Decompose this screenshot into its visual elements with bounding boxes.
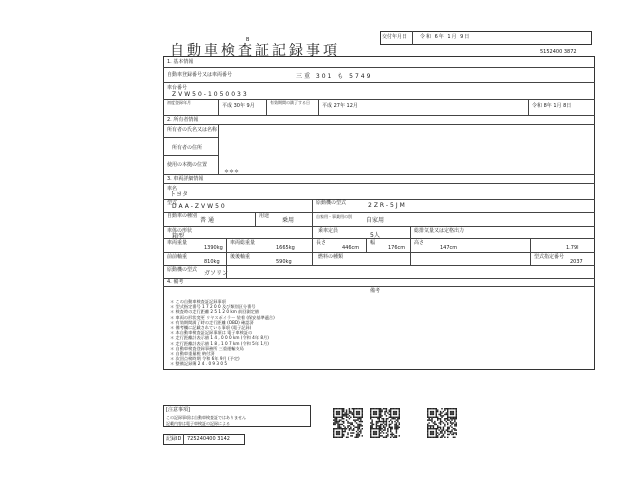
- width-value: 176cm: [388, 245, 406, 251]
- engine-label: 原動機の型式: [316, 200, 347, 206]
- note-line: ＊ 走行距離計表示値 1 4 , 0 0 0 km (令和 4年 8月): [170, 335, 269, 341]
- rule: [366, 238, 367, 252]
- weight-label: 車両重量: [167, 240, 188, 246]
- note-line: ＊ 走行距離計表示値 1 8 , 1 0 7 km (令和 5年 1月): [170, 340, 269, 346]
- displacement-label: 総排気量又は定格出力: [414, 228, 465, 234]
- length-label: 長さ: [316, 240, 327, 246]
- note-line: ＊ 車両の形状変更 リヤスポイラー 装着 (保安基準適合): [170, 314, 275, 320]
- length-value: 446cm: [342, 245, 360, 251]
- owner-address-label: 所有者の住所: [172, 145, 203, 151]
- rule: [312, 238, 313, 252]
- body-shape-value: 箱型: [172, 233, 185, 240]
- rule: [218, 99, 219, 115]
- fuel-label: 燃料の種類: [318, 254, 344, 260]
- top-mark: B: [246, 37, 250, 43]
- engine-value: 2ZR-5JM: [368, 202, 407, 209]
- section2-heading: 2. 所有者情報: [167, 117, 199, 123]
- rear-axle-label: 後後軸重: [230, 254, 251, 260]
- note-line: ＊ 有効期間満了時の走行距離 (OBD) 確認済: [170, 319, 254, 325]
- use-value: 乗用: [282, 217, 295, 224]
- rule: [318, 99, 319, 115]
- issue-date-value: 令和 6年 1月 9日: [420, 34, 471, 40]
- qr-code-2: [370, 408, 400, 438]
- rule: [163, 67, 595, 68]
- rule: [163, 124, 595, 125]
- rule: [312, 212, 313, 226]
- body-shape-label: 車体の形状: [167, 228, 193, 234]
- gross-weight-label: 車両総重量: [230, 240, 256, 246]
- registration-label: 自動車登録番号又は車両番号: [167, 72, 233, 78]
- maker-value: トヨタ: [170, 191, 189, 198]
- same-as-owner-mark: ＊＊＊: [224, 169, 240, 175]
- rule: [410, 238, 411, 252]
- rule: [410, 226, 411, 238]
- rule: [255, 212, 256, 226]
- rule: [163, 212, 595, 213]
- rule: [312, 199, 313, 212]
- record-id-divider: [183, 434, 184, 445]
- rule: [312, 226, 313, 238]
- rule: [163, 199, 595, 200]
- rule: [163, 82, 595, 83]
- date-value-1: 平成 30年 9月: [222, 103, 255, 109]
- note-line: ＊ 次回点検時期 令和 6年 9月 (予定): [170, 356, 240, 362]
- front-axle-value: 810kg: [204, 259, 220, 265]
- height-label: 高さ: [414, 240, 425, 246]
- rule: [163, 99, 595, 100]
- note-line: ＊ この自動車検査証記録事項: [170, 299, 226, 304]
- model-value: DAA-ZVW50: [172, 203, 227, 210]
- front-axle-label: 前前軸重: [167, 254, 188, 260]
- weight-value: 1390kg: [204, 245, 223, 251]
- note-line: ＊ 自動車重量税 納付済: [170, 351, 215, 356]
- date-value-2: 令和 8年 1月 8日: [532, 103, 572, 109]
- rule: [163, 155, 219, 156]
- rule: [163, 278, 595, 279]
- date-label-2: 有効期間の満了する日: [270, 100, 310, 105]
- rule: [163, 115, 595, 116]
- notice-heading: [注意事項]: [166, 407, 190, 413]
- qr-code-1: [333, 408, 363, 438]
- note-line: ＊ 型式指定番号 1 7 2 0 0 及び類別区分番号: [170, 304, 256, 310]
- rule: [163, 286, 595, 287]
- note-line: ＊ 整備記録簿 2 4 . 0 9 3 0 5: [170, 361, 228, 367]
- rule: [163, 183, 595, 184]
- rule: [266, 99, 267, 115]
- section3-heading: 3. 車両詳細情報: [167, 176, 204, 182]
- rule: [226, 265, 227, 278]
- date-label-1: 初度登録年月: [167, 100, 191, 105]
- notice-line-2: 記載内容は電子車検証の記録による: [166, 421, 230, 426]
- note-line: ＊ 検査時の走行距離 2 5 1 2 0 km 前回測定値: [170, 309, 260, 315]
- fuel-value: ガソリン: [204, 270, 229, 277]
- rule: [163, 265, 595, 266]
- notice-line-1: この記録事項は自動車検査証ではありません: [166, 415, 246, 420]
- chassis-value: ZVW50-1050033: [172, 91, 249, 98]
- issue-date-divider: [412, 31, 413, 45]
- type-number-label: 型式指定番号: [534, 254, 565, 260]
- use-label: 用途: [259, 213, 270, 219]
- vehicle-type-label: 自動車の種別: [167, 213, 198, 219]
- issue-date-label: 交付年月日: [382, 34, 408, 40]
- user-address-label: 使用の本拠の位置: [167, 162, 208, 168]
- section4-heading: 4. 備考: [167, 279, 184, 285]
- gross-weight-value: 1665kg: [276, 245, 295, 251]
- displacement-value: 1.79l: [566, 245, 579, 251]
- rule: [226, 252, 227, 265]
- qr-code-3: [427, 408, 457, 438]
- date-value-3: 平成 27年 12月: [322, 103, 358, 109]
- section1-heading: 1. 基本情報: [167, 59, 194, 65]
- rule: [218, 124, 219, 174]
- capacity-value: 5人: [370, 232, 380, 239]
- rule: [163, 137, 219, 138]
- width-label: 幅: [370, 240, 376, 246]
- owner-name-label: 所有者の氏名又は名称: [167, 127, 218, 133]
- rule: [528, 99, 529, 115]
- rule: [163, 226, 595, 227]
- rule: [163, 174, 595, 175]
- document-number: 5152400 3872: [540, 49, 577, 55]
- maker-label: 車名: [167, 186, 178, 192]
- height-value: 147cm: [440, 245, 458, 251]
- rule: [312, 252, 313, 265]
- rule: [530, 238, 531, 252]
- private-business-label: 自家用・事業用の別: [316, 214, 352, 219]
- registration-value: 三重 301 も 5749: [296, 73, 373, 80]
- rule: [530, 252, 531, 265]
- note-line: ＊ 本自動車検査証記録事項は 電子車検証の: [170, 330, 253, 336]
- note-line: ＊ 自動車検査登録事務所 三重運輸支局: [170, 345, 244, 351]
- record-id-label: 記録ID: [166, 436, 182, 442]
- vehicle-type-value: 普通: [200, 217, 217, 224]
- private-business-value: 自家用: [366, 217, 385, 224]
- rear-axle-value: 590kg: [276, 259, 292, 265]
- note-line: ＊ 備考欄に記載されている事項 (電子記録): [170, 325, 252, 330]
- page-title: 自動車検査証記録事項: [170, 43, 340, 59]
- capacity-label: 乗車定員: [318, 228, 339, 234]
- engine-row-label: 原動機の型式: [167, 267, 198, 273]
- rule: [226, 238, 227, 252]
- rule: [410, 252, 411, 265]
- chassis-label: 車台番号: [167, 85, 188, 91]
- type-number-value: 2037: [570, 259, 583, 265]
- record-id-value: 725240400 3142: [187, 436, 230, 442]
- notes-title: 備考: [370, 288, 381, 294]
- model-label: 型式: [167, 200, 178, 206]
